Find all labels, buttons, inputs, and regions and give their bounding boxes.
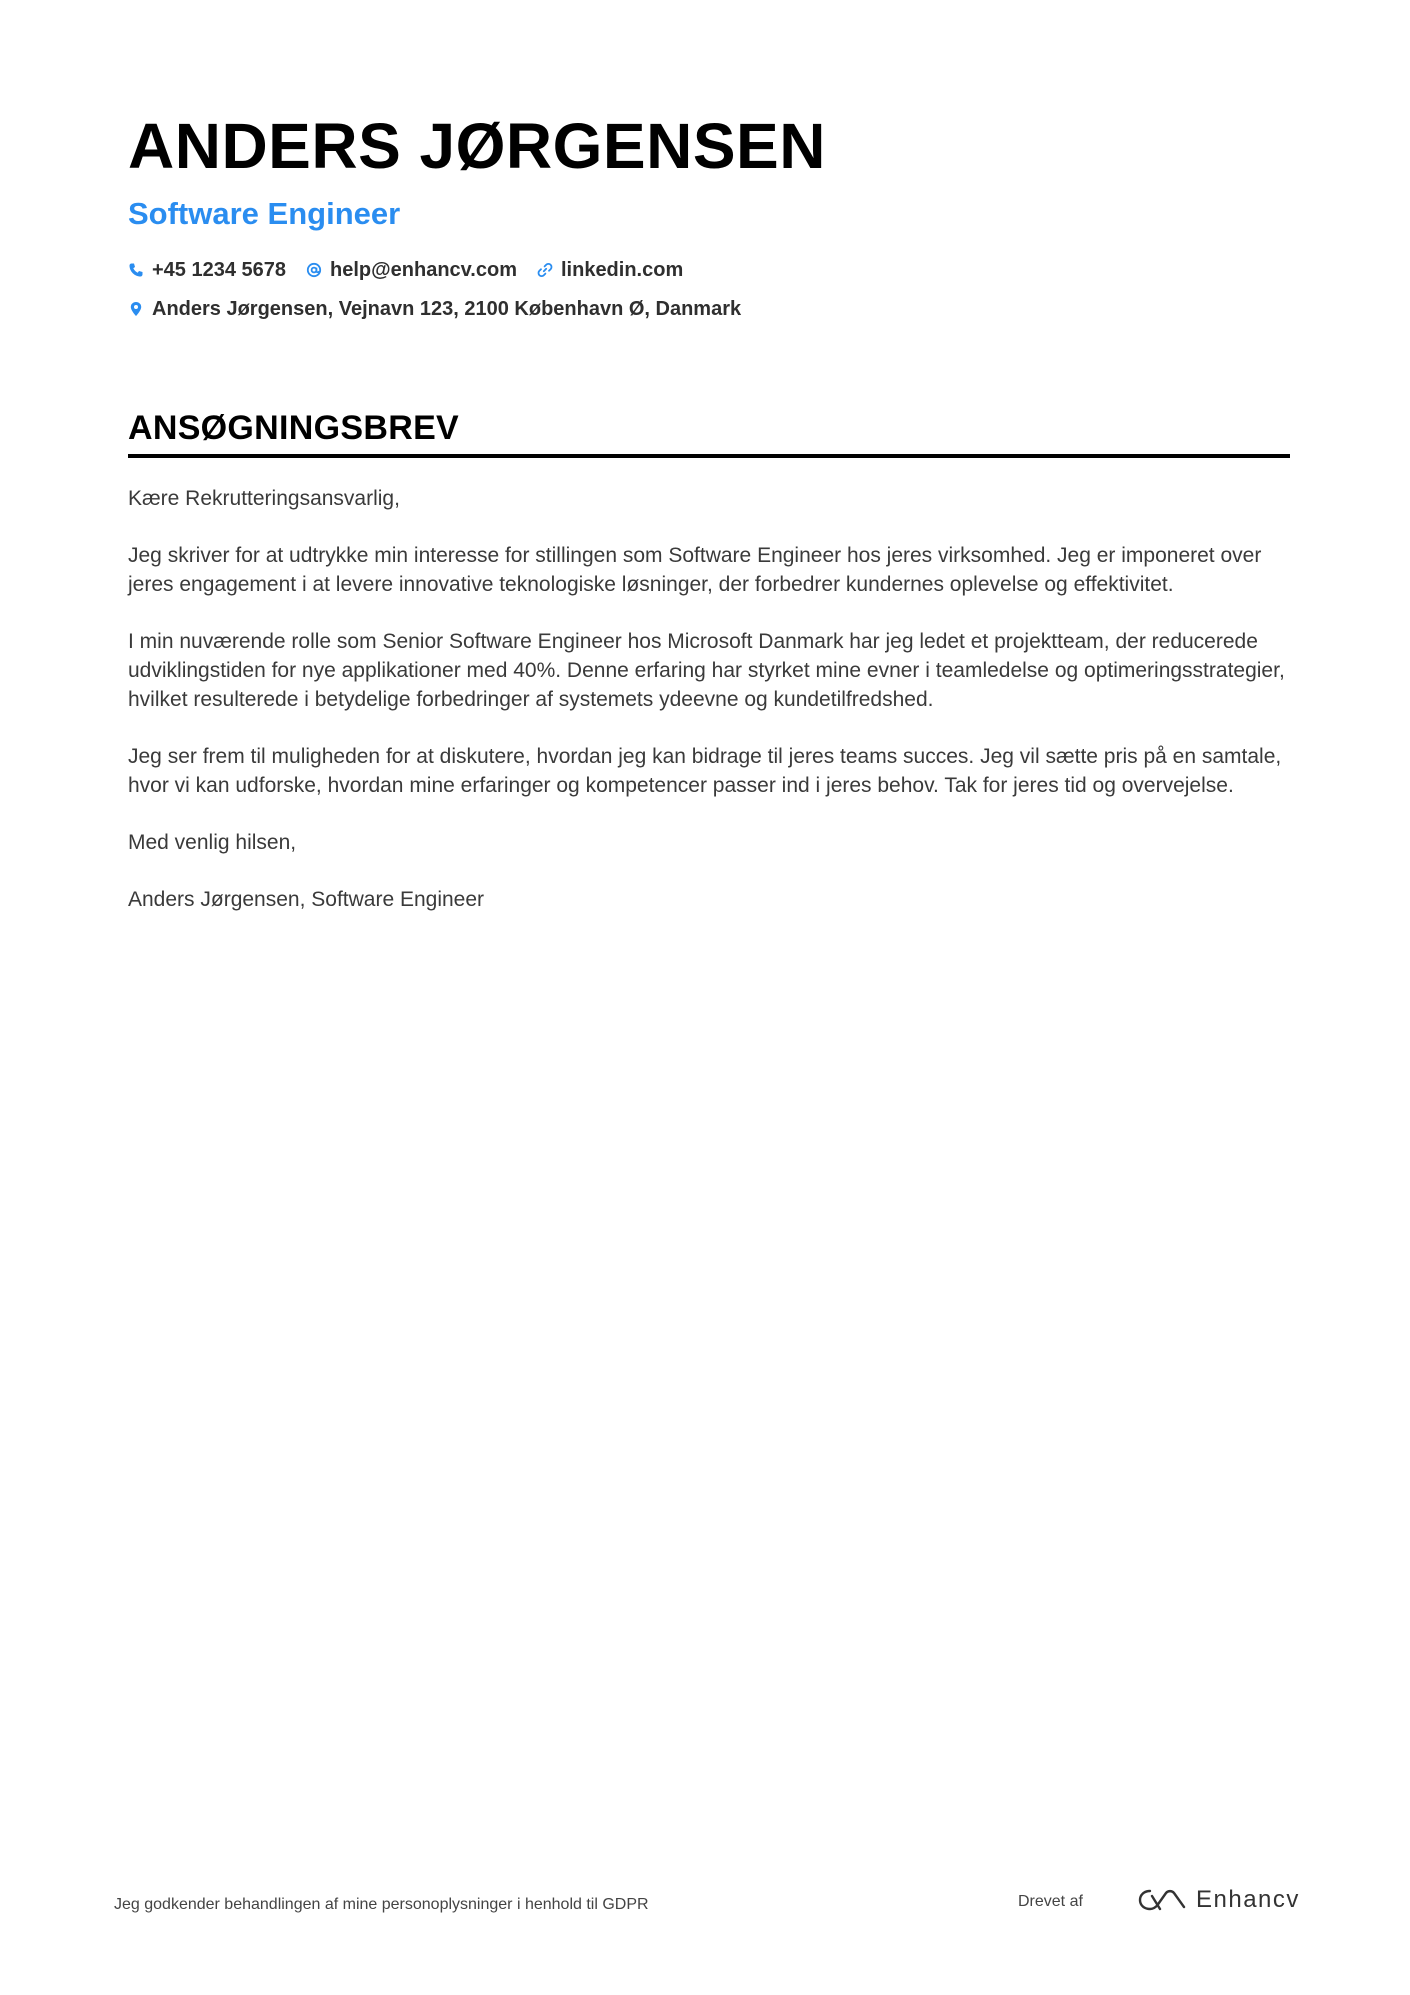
contact-row-2: [128, 291, 1288, 327]
letter-paragraph: I min nuværende rolle som Senior Software Engineer hos Microsoft Danmark har jeg ledet et projektteam, der reducerede udviklingstiden for nye applikationer med 40%. Denne erfaring har styrket mine evner i teamledelse og optimeringsstrategier, hvilket resulterede i betydelige forbedringer af systemets ydeevne og kundetilfredshed.: [128, 630, 1285, 711]
contact-phone: [128, 259, 286, 282]
location-pin-icon: [128, 301, 144, 317]
contact-info: [128, 252, 1288, 327]
gdpr-consent-text: Jeg godkender behandlingen af mine personoplysninger i henhold til GDPR: [114, 1896, 649, 1913]
cover-letter-section: [128, 404, 1290, 942]
contact-address: [128, 298, 741, 321]
letter-closing: Med venlig hilsen,: [128, 831, 297, 854]
phone-text: +45 1234 5678: [152, 258, 287, 281]
section-divider: [128, 454, 1290, 458]
section-title: ANSØGNINGSBREV: [128, 409, 460, 447]
enhancv-brand[interactable]: [1138, 1886, 1300, 1914]
phone-icon: [128, 262, 144, 278]
contact-link: [537, 259, 683, 282]
link-icon: [537, 262, 553, 278]
contact-email: [306, 259, 517, 282]
letter-greeting: Kære Rekrutteringsansvarlig,: [128, 487, 400, 510]
letter-signature: Anders Jørgensen, Software Engineer: [128, 888, 485, 911]
letter-paragraph: Jeg ser frem til muligheden for at diskutere, hvordan jeg kan bidrage til jeres teams succes. Jeg vil sætte pris på en samtale, hvor vi kan udforske, hvordan mine erfaringer og kompetencer passer ind i jeres behov. Tak for jeres tid og overvejelse.: [128, 745, 1282, 797]
letter-paragraph: Jeg skriver for at udtrykke min interesse for stillingen som Software Engineer hos jeres virksomhed. Jeg er imponeret over jeres engagement i at levere innovative teknologiske løsninger, der forbedrer kundernes oplevelse og effektivitet.: [128, 544, 1262, 596]
brand-name: Enhancv: [1196, 1886, 1300, 1913]
applicant-role: Software Engineer: [128, 196, 401, 231]
page-footer: [0, 1880, 1410, 1930]
enhancv-logo-icon: [1138, 1887, 1186, 1913]
link-text[interactable]: linkedin.com: [560, 258, 684, 281]
email-text[interactable]: help@enhancv.com: [330, 258, 517, 281]
letter-body: [128, 484, 1290, 914]
contact-row-1: [128, 252, 1288, 288]
address-text: Anders Jørgensen, Vejnavn 123, 2100 København Ø, Danmark: [152, 297, 742, 320]
powered-by-label: Drevet af: [1018, 1893, 1083, 1910]
applicant-name: ANDERS JØRGENSEN: [128, 110, 826, 182]
letter-header: [128, 108, 1288, 330]
at-icon: [306, 262, 322, 278]
